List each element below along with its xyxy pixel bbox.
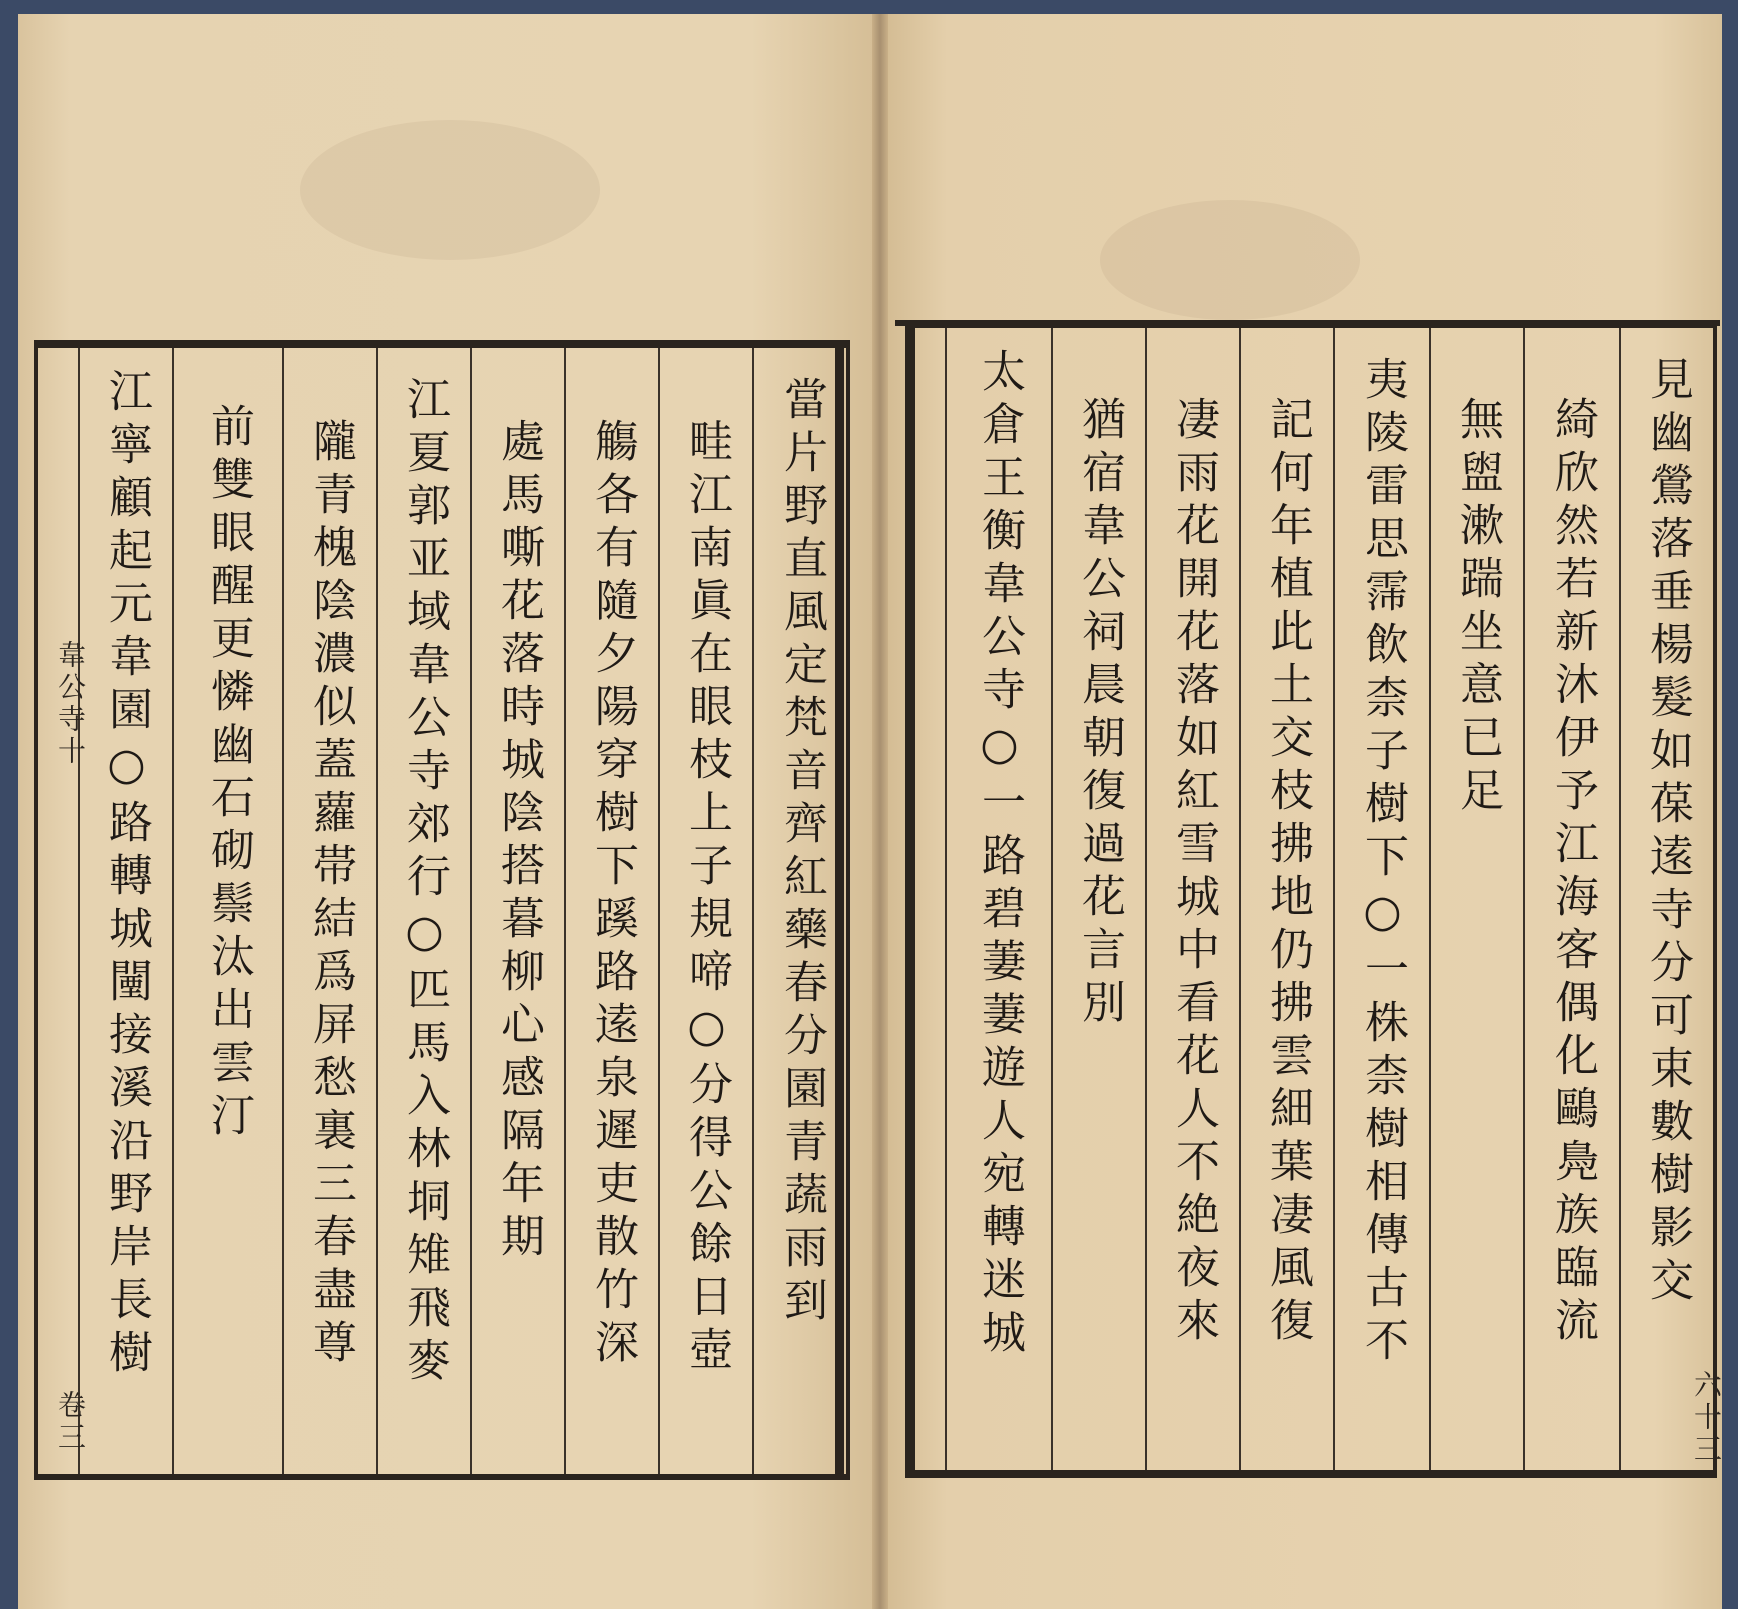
book-gutter bbox=[872, 14, 888, 1609]
left-column-5 bbox=[376, 348, 470, 1476]
left-column-6 bbox=[282, 348, 376, 1476]
right-text-frame bbox=[905, 324, 1717, 1478]
column-text: 當片野直風定梵音齊紅藥春分園青蔬雨到 bbox=[776, 376, 827, 1330]
left-column-1 bbox=[752, 348, 848, 1476]
right-column-1 bbox=[1619, 328, 1713, 1474]
margin-volume: 卷三 bbox=[54, 1390, 87, 1454]
paper-stain bbox=[300, 120, 600, 260]
page-number: 六十三 bbox=[1690, 1370, 1723, 1466]
right-column-2 bbox=[1523, 328, 1619, 1474]
column-text: 夷陵雷思霈飲柰子樹下○一株柰樹相傳古不 bbox=[1357, 356, 1408, 1370]
column-text: 前雙眼醒更憐幽石砌鬃汰出雲汀 bbox=[203, 403, 254, 1145]
right-column-7 bbox=[1051, 328, 1145, 1474]
left-column-4 bbox=[470, 348, 564, 1476]
left-text-frame bbox=[34, 344, 850, 1480]
column-text: 猶宿韋公祠晨朝復過花言別 bbox=[1074, 396, 1125, 1032]
column-text: 見幽鶯落垂楊髮如葆逺寺分可束數樹影交 bbox=[1642, 356, 1693, 1310]
margin-title: 韋公寺十 bbox=[54, 640, 87, 768]
paper-stain bbox=[1100, 200, 1360, 320]
right-frame-thick-edge bbox=[905, 324, 915, 1478]
right-column-8 bbox=[945, 328, 1051, 1474]
column-text: 處馬嘶花落時城陰搭暮柳心感隔年期 bbox=[493, 418, 544, 1266]
right-column-6 bbox=[1145, 328, 1239, 1474]
column-text: 江寧顧起元韋園○路轉城闉接溪沿野岸長樹 bbox=[101, 368, 152, 1382]
column-text: 無盥漱踹坐意已足 bbox=[1452, 396, 1503, 820]
column-text: 綺欣然若新沐伊予江海客偶化鷗鳧族臨流 bbox=[1547, 396, 1598, 1350]
column-text: 觴各有隨夕陽穿樹下蹊路逺泉遲吏散竹深 bbox=[587, 418, 638, 1372]
column-text: 記何年植此土交枝拂地仍拂雲細葉凄風復 bbox=[1262, 396, 1313, 1350]
column-text: 江夏郭亚域韋公寺郊行○匹馬入林垌雉飛麥 bbox=[399, 376, 450, 1390]
column-text: 太倉王衡韋公寺○一路碧萋萋遊人宛轉迷城 bbox=[974, 348, 1025, 1362]
column-text: 凄雨花開花落如紅雪城中看花人不絶夜來 bbox=[1168, 396, 1219, 1350]
right-column-3 bbox=[1429, 328, 1523, 1474]
left-column-3 bbox=[564, 348, 658, 1476]
right-column-4 bbox=[1333, 328, 1429, 1474]
left-frame-thick-edge bbox=[835, 344, 844, 1480]
left-bottom-rule bbox=[34, 1474, 850, 1479]
right-bottom-rule bbox=[905, 1470, 1717, 1475]
column-text: 畦江南眞在眼枝上子規啼○分得公餘日壺 bbox=[681, 418, 732, 1379]
left-column-7 bbox=[172, 348, 282, 1476]
column-text: 隴青槐陰濃似蓋蘿帯結爲屏愁裏三春盡尊 bbox=[305, 418, 356, 1372]
right-column-5 bbox=[1239, 328, 1333, 1474]
left-column-2 bbox=[658, 348, 752, 1476]
left-column-8 bbox=[78, 348, 172, 1476]
